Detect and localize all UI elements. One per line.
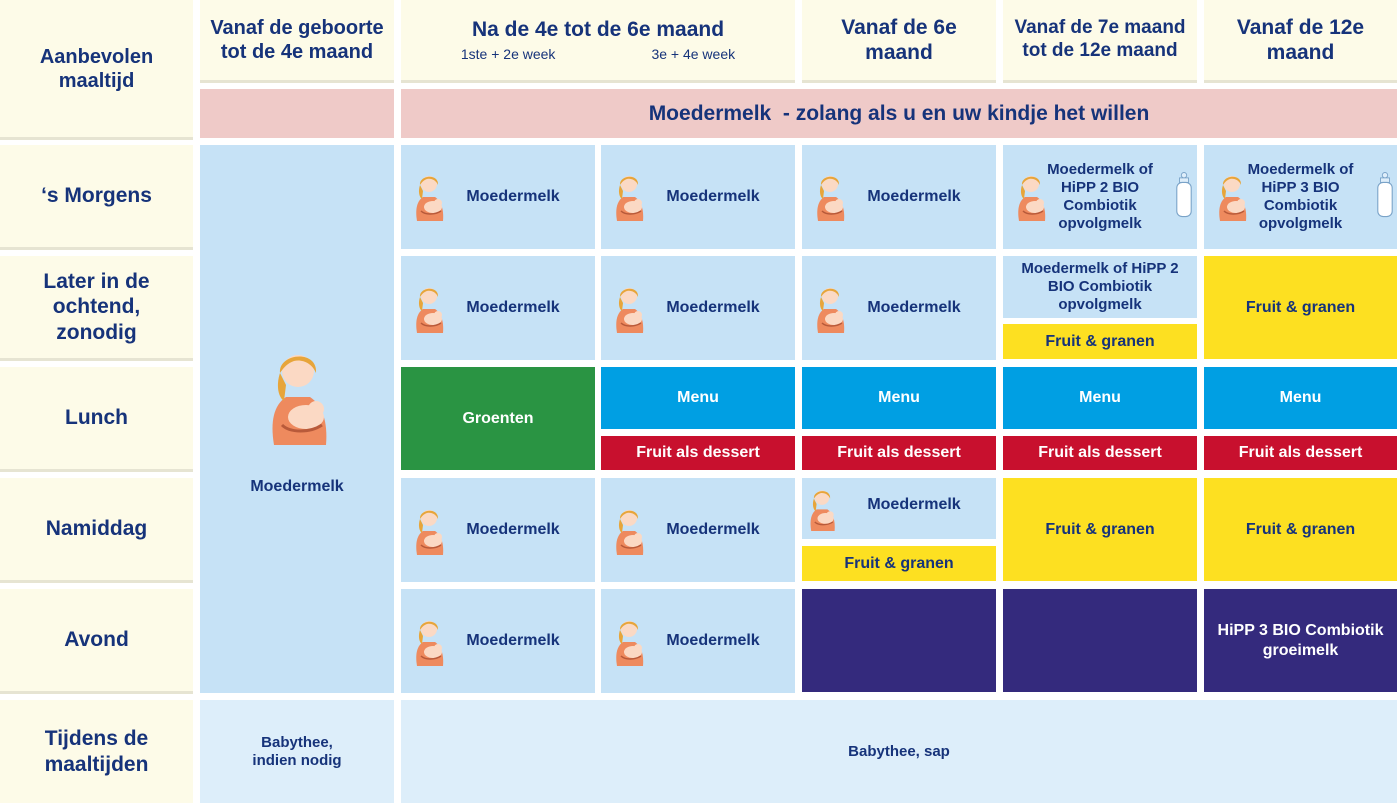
cell-lunch-groenten [401,367,595,470]
row-mealtimes-label: Tijdens de maaltijden [44,727,149,776]
cell-afternoon-c3-label: Moedermelk [867,495,961,513]
breastfeeding-mother-icon [609,616,649,666]
cell-morning-c4 [1003,145,1197,249]
row-afternoon [0,478,193,583]
row-afternoon-label: Namiddag [45,517,148,541]
row-evening [0,589,193,694]
cell-mealtimes-c1-label: Babythee, indien nodig [252,733,342,769]
breastfeeding-mother-icon [1011,171,1051,221]
cell-late-c4-fruit-label: Fruit & granen [1045,332,1155,350]
cell-afternoon-c2a [401,478,595,582]
col1-moedermelk [200,145,394,693]
breastfeeding-mother-icon [609,505,649,555]
cell-lunch-dessert-c4 [1003,436,1197,470]
breastfeeding-mother-icon [409,616,449,666]
cell-late-c4-fruit [1003,324,1197,359]
cell-afternoon-c3-fruit-label: Fruit & granen [844,554,954,572]
cell-mealtimes-c1 [200,700,394,803]
col1-moedermelk-label: Moedermelk [250,478,344,495]
header-col2 [401,0,795,83]
cell-afternoon-c3-fruit [802,546,996,581]
cell-mealtimes-rest [401,700,1397,803]
cell-late-c2a-label: Moedermelk [466,299,560,317]
breastfeeding-mother-icon [810,283,850,333]
cell-evening-c2b-label: Moedermelk [666,632,760,650]
header-col3-label: Vanaf de 6e maand [841,15,957,64]
cell-evening-c2b [601,589,795,693]
cell-late-c3-label: Moedermelk [867,299,961,317]
breastfeeding-mother-icon [1212,171,1252,221]
cell-afternoon-c3 [802,478,996,539]
cell-morning-c4-label: Moedermelk of HiPP 2 BIO Combiotik opvolgmelk [1047,161,1153,232]
cell-lunch-menu-c4 [1003,367,1197,429]
banner-empty [200,89,394,138]
header-col5-label: Vanaf de 12e maand [1236,15,1365,64]
cell-late-c4-label: Moedermelk of HiPP 2 BIO Combiotik opvolgmelk [1021,260,1179,313]
cell-afternoon-c5 [1204,478,1397,581]
cell-late-c5 [1204,256,1397,359]
header-col4-label: Vanaf de 7e maand tot de 12e maand [1014,17,1186,61]
cell-morning-c2b [601,145,795,249]
cell-evening-c4 [1003,589,1197,692]
baby-bottle-icon [1175,169,1193,221]
row-mealtimes [0,700,193,803]
breastfeeding-mother-icon [609,171,649,221]
cell-afternoon-c2b-label: Moedermelk [666,521,760,539]
cell-late-c2a [401,256,595,360]
header-col1-label: Vanaf de geboorte tot de 4e maand [210,17,384,63]
cell-lunch-dessert-c4-label: Fruit als dessert [1038,444,1162,462]
cell-lunch-menu-c2b-label: Menu [677,389,719,407]
cell-lunch-dessert-c5 [1204,436,1397,470]
row-late-morning-label: Later in de ochtend, zonodig [43,270,150,344]
header-col5 [1204,0,1397,83]
row-morning [0,145,193,250]
cell-late-c4 [1003,256,1197,318]
breastfeeding-mother-icon [409,283,449,333]
breastfeeding-mother-icon [810,171,850,221]
cell-lunch-menu-c5 [1204,367,1397,429]
cell-afternoon-c4-label: Fruit & granen [1045,520,1155,538]
cell-lunch-menu-c3 [802,367,996,429]
cell-evening-c5-label: HiPP 3 BIO Combiotik groeimelk [1217,622,1384,659]
header-meal-label: Aanbevolen maaltijd [39,45,154,92]
cell-lunch-menu-c4-label: Menu [1079,389,1121,407]
row-morning-label: ‘s Morgens [41,184,152,208]
cell-morning-c2a-label: Moedermelk [466,188,560,206]
header-col2-sub1: 1ste + 2e week [460,46,556,63]
breastfeeding-mother-icon [409,171,449,221]
header-col3 [802,0,996,83]
cell-lunch-dessert-c2b [601,436,795,470]
row-lunch-label: Lunch [65,406,128,430]
cell-lunch-dessert-c3-label: Fruit als dessert [837,444,961,462]
cell-afternoon-c4 [1003,478,1197,581]
cell-morning-c5 [1204,145,1397,249]
baby-bottle-icon [1376,169,1394,221]
cell-late-c3 [802,256,996,360]
cell-lunch-dessert-c5-label: Fruit als dessert [1238,444,1363,462]
cell-evening-c2a [401,589,595,693]
header-col4 [1003,0,1197,83]
cell-lunch-dessert-c2b-label: Fruit als dessert [636,444,760,462]
breastfeeding-mother-icon [409,505,449,555]
cell-lunch-menu-c2b [601,367,795,429]
cell-afternoon-c2a-label: Moedermelk [466,521,560,539]
cell-lunch-menu-c5-label: Menu [1279,389,1322,407]
banner-moedermelk [401,89,1397,138]
header-col1 [200,0,394,83]
cell-lunch-dessert-c3 [802,436,996,470]
breastfeeding-mother-icon [258,345,338,445]
cell-late-c2b [601,256,795,360]
row-late-morning [0,256,193,361]
cell-morning-c2a [401,145,595,249]
banner-text: Moedermelk - zolang als u en uw kindje het willen [648,101,1150,125]
cell-late-c2b-label: Moedermelk [666,299,760,317]
header-meal [0,0,193,140]
cell-evening-c5 [1204,589,1397,692]
cell-afternoon-c2b [601,478,795,582]
row-lunch [0,367,193,472]
header-col2-sub2: 3e + 4e week [651,46,736,63]
breastfeeding-mother-icon [804,486,840,531]
row-evening-label: Avond [64,628,129,652]
header-col2-label: Na de 4e tot de 6e maand [471,18,725,41]
cell-late-c5-label: Fruit & granen [1245,298,1356,316]
cell-mealtimes-rest-label: Babythee, sap [848,742,950,760]
cell-afternoon-c5-label: Fruit & granen [1245,520,1356,538]
cell-lunch-menu-c3-label: Menu [878,389,920,407]
cell-lunch-groenten-label: Groenten [462,409,534,427]
breastfeeding-mother-icon [609,283,649,333]
cell-evening-c2a-label: Moedermelk [466,632,560,650]
cell-morning-c3-label: Moedermelk [867,188,961,206]
cell-evening-c3 [802,589,996,692]
cell-morning-c5-label: Moedermelk of HiPP 3 BIO Combiotik opvolgmelk [1247,161,1354,232]
cell-morning-c3 [802,145,996,249]
cell-morning-c2b-label: Moedermelk [666,188,760,206]
